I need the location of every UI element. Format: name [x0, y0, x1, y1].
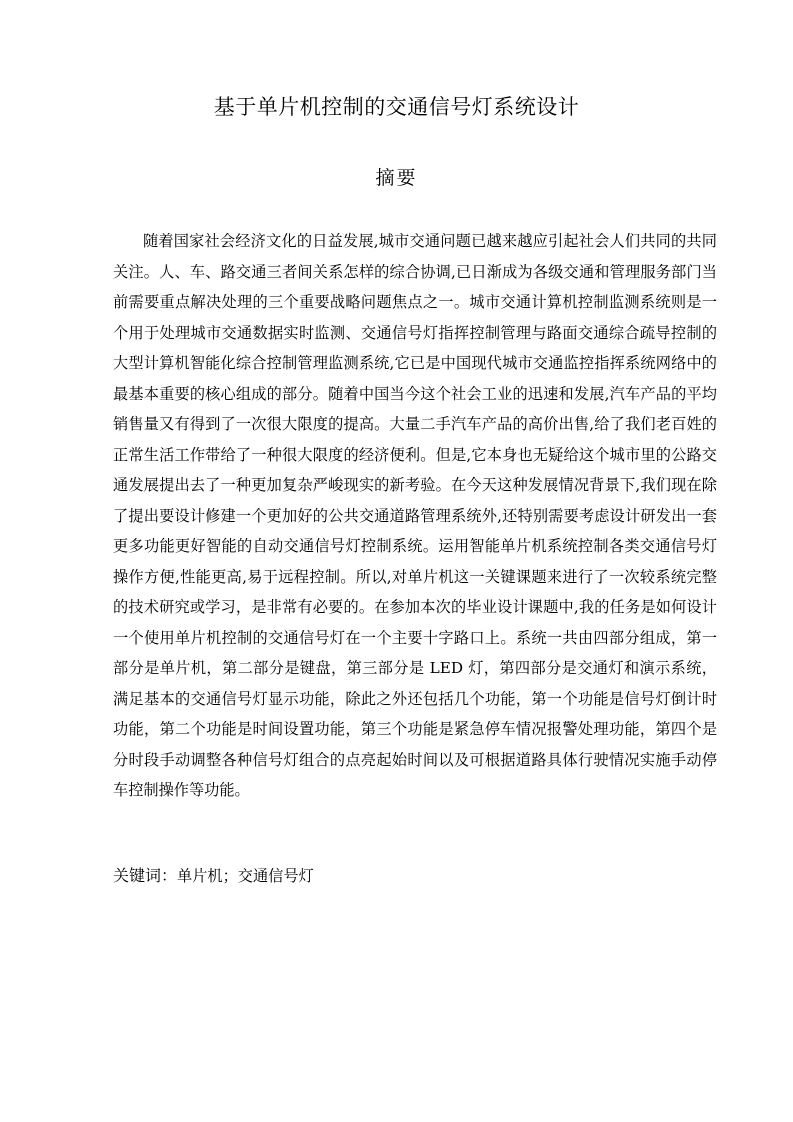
abstract-heading: 摘要 — [375, 167, 418, 189]
paper-title: 基于单片机控制的交通信号灯系统设计 — [213, 95, 580, 119]
keywords-label: 关键词： — [113, 866, 178, 885]
abstract-body: 随着国家社会经济文化的日益发展,城市交通问题已越来越应引起社会人们共同的共同关注。人、车、路交通三者间关系怎样的综合协调,已日渐成为各级交通和管理服务部门当前需要重点解决处理的三个重要战略问题焦点之一。城市交通计算机控制监测系统则是一个用于处理城市交通数据实时监测、交通信号灯指挥控制管理与路面交通综合疏导控制的大型计算机智能化综合控制管理监测系统,它已是中国现代城市交通监控指挥系统网络中的最基本重要的核心组成的部分。随着中国当今这个社会工业的迅速和发展,汽车产品的平均销售量又有得到了一次很大限度的提高。大量二手汽车产品的高价出售,给了我们老百姓的正常生活工作带给了一种很大限度的经济便利。但是,它本身也无疑给这个城市里的公路交通发展提出去了一种更加复杂严峻现实的新考验。在今天这种发展情况背景下,我们现在除了提出要设计修建一个更加好的公共交通道路管理系统外,还特别需要考虑设计研发出一套更多功能更好智能的自动交通信号灯控制系统。运用智能单片机系统控制各类交通信号灯操作方便,性能更高,易于远程控制。所以,对单片机这一关键课题来进行了一次较系统完整的技术研究或学习，是非常有必要的。在参加本次的毕业设计课题中,我的任务是如何设计一个使用单片机控制的交通信号灯在一个主要十字路口上。系统一共由四部分组成，第一部分是单片机，第二部分是键盘，第三部分是 LED 灯，第四部分是交通灯和演示系统，满足基本的交通信号灯显示功能，除此之外还包括几个功能，第一个功能是信号灯倒计时功能，第二个功能是时间设置功能，第三个功能是紧急停车情况报警处理功能，第四个是分时段手动调整各种信号灯组合的点亮起始时间以及可根据道路具体行驶情况实施手动停车控制操作等功能。 — [113, 232, 717, 799]
keywords-value: 单片机；交通信号灯 — [177, 867, 314, 885]
keywords-line — [113, 861, 717, 891]
